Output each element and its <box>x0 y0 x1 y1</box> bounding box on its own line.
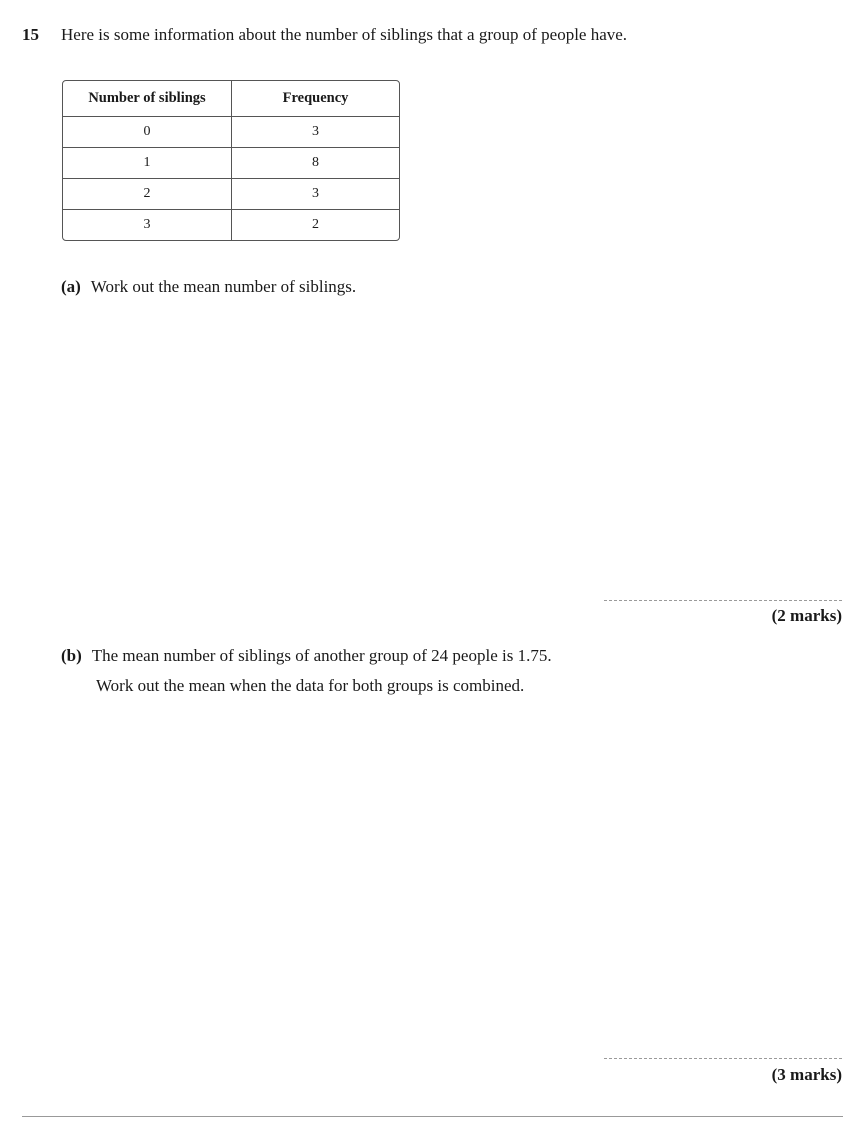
part-b-marks: (3 marks) <box>771 1065 842 1084</box>
part-b-label: (b) <box>61 646 82 665</box>
table-row <box>63 148 399 179</box>
frequency-cell: 3 <box>232 179 399 210</box>
table-row <box>63 179 399 210</box>
frequency-cell: 2 <box>312 217 319 232</box>
siblings-cell: 3 <box>63 210 232 240</box>
siblings-cell: 1 <box>63 148 232 179</box>
part-a-text: Work out the mean number of siblings. <box>90 277 357 296</box>
table-row <box>63 210 399 240</box>
header-frequency: Frequency <box>232 81 399 117</box>
part-a-question <box>61 277 356 297</box>
part-b-instruction: Work out the mean when the data for both groups is combined. <box>96 676 525 695</box>
part-a-marks: (2 marks) <box>771 606 842 625</box>
siblings-frequency-table <box>62 80 400 241</box>
page-footer-rule <box>22 1116 843 1117</box>
frequency-cell: 3 <box>232 117 399 148</box>
question-intro: Here is some information about the number of siblings that a group of people have. <box>61 25 628 44</box>
part-a-answer-line[interactable] <box>604 600 842 601</box>
part-b-question <box>61 646 552 666</box>
table-row <box>63 117 399 148</box>
question-number: 15 <box>22 25 39 44</box>
part-b-answer-line[interactable] <box>604 1058 842 1059</box>
part-a-label: (a) <box>61 277 81 296</box>
part-b-text: The mean number of siblings of another group of 24 people is 1.75. <box>91 646 552 665</box>
siblings-cell: 0 <box>63 117 232 148</box>
siblings-cell: 2 <box>63 179 232 210</box>
header-number-of-siblings: Number of siblings <box>63 81 232 117</box>
table-header-row <box>63 81 399 117</box>
frequency-cell: 8 <box>232 148 399 179</box>
